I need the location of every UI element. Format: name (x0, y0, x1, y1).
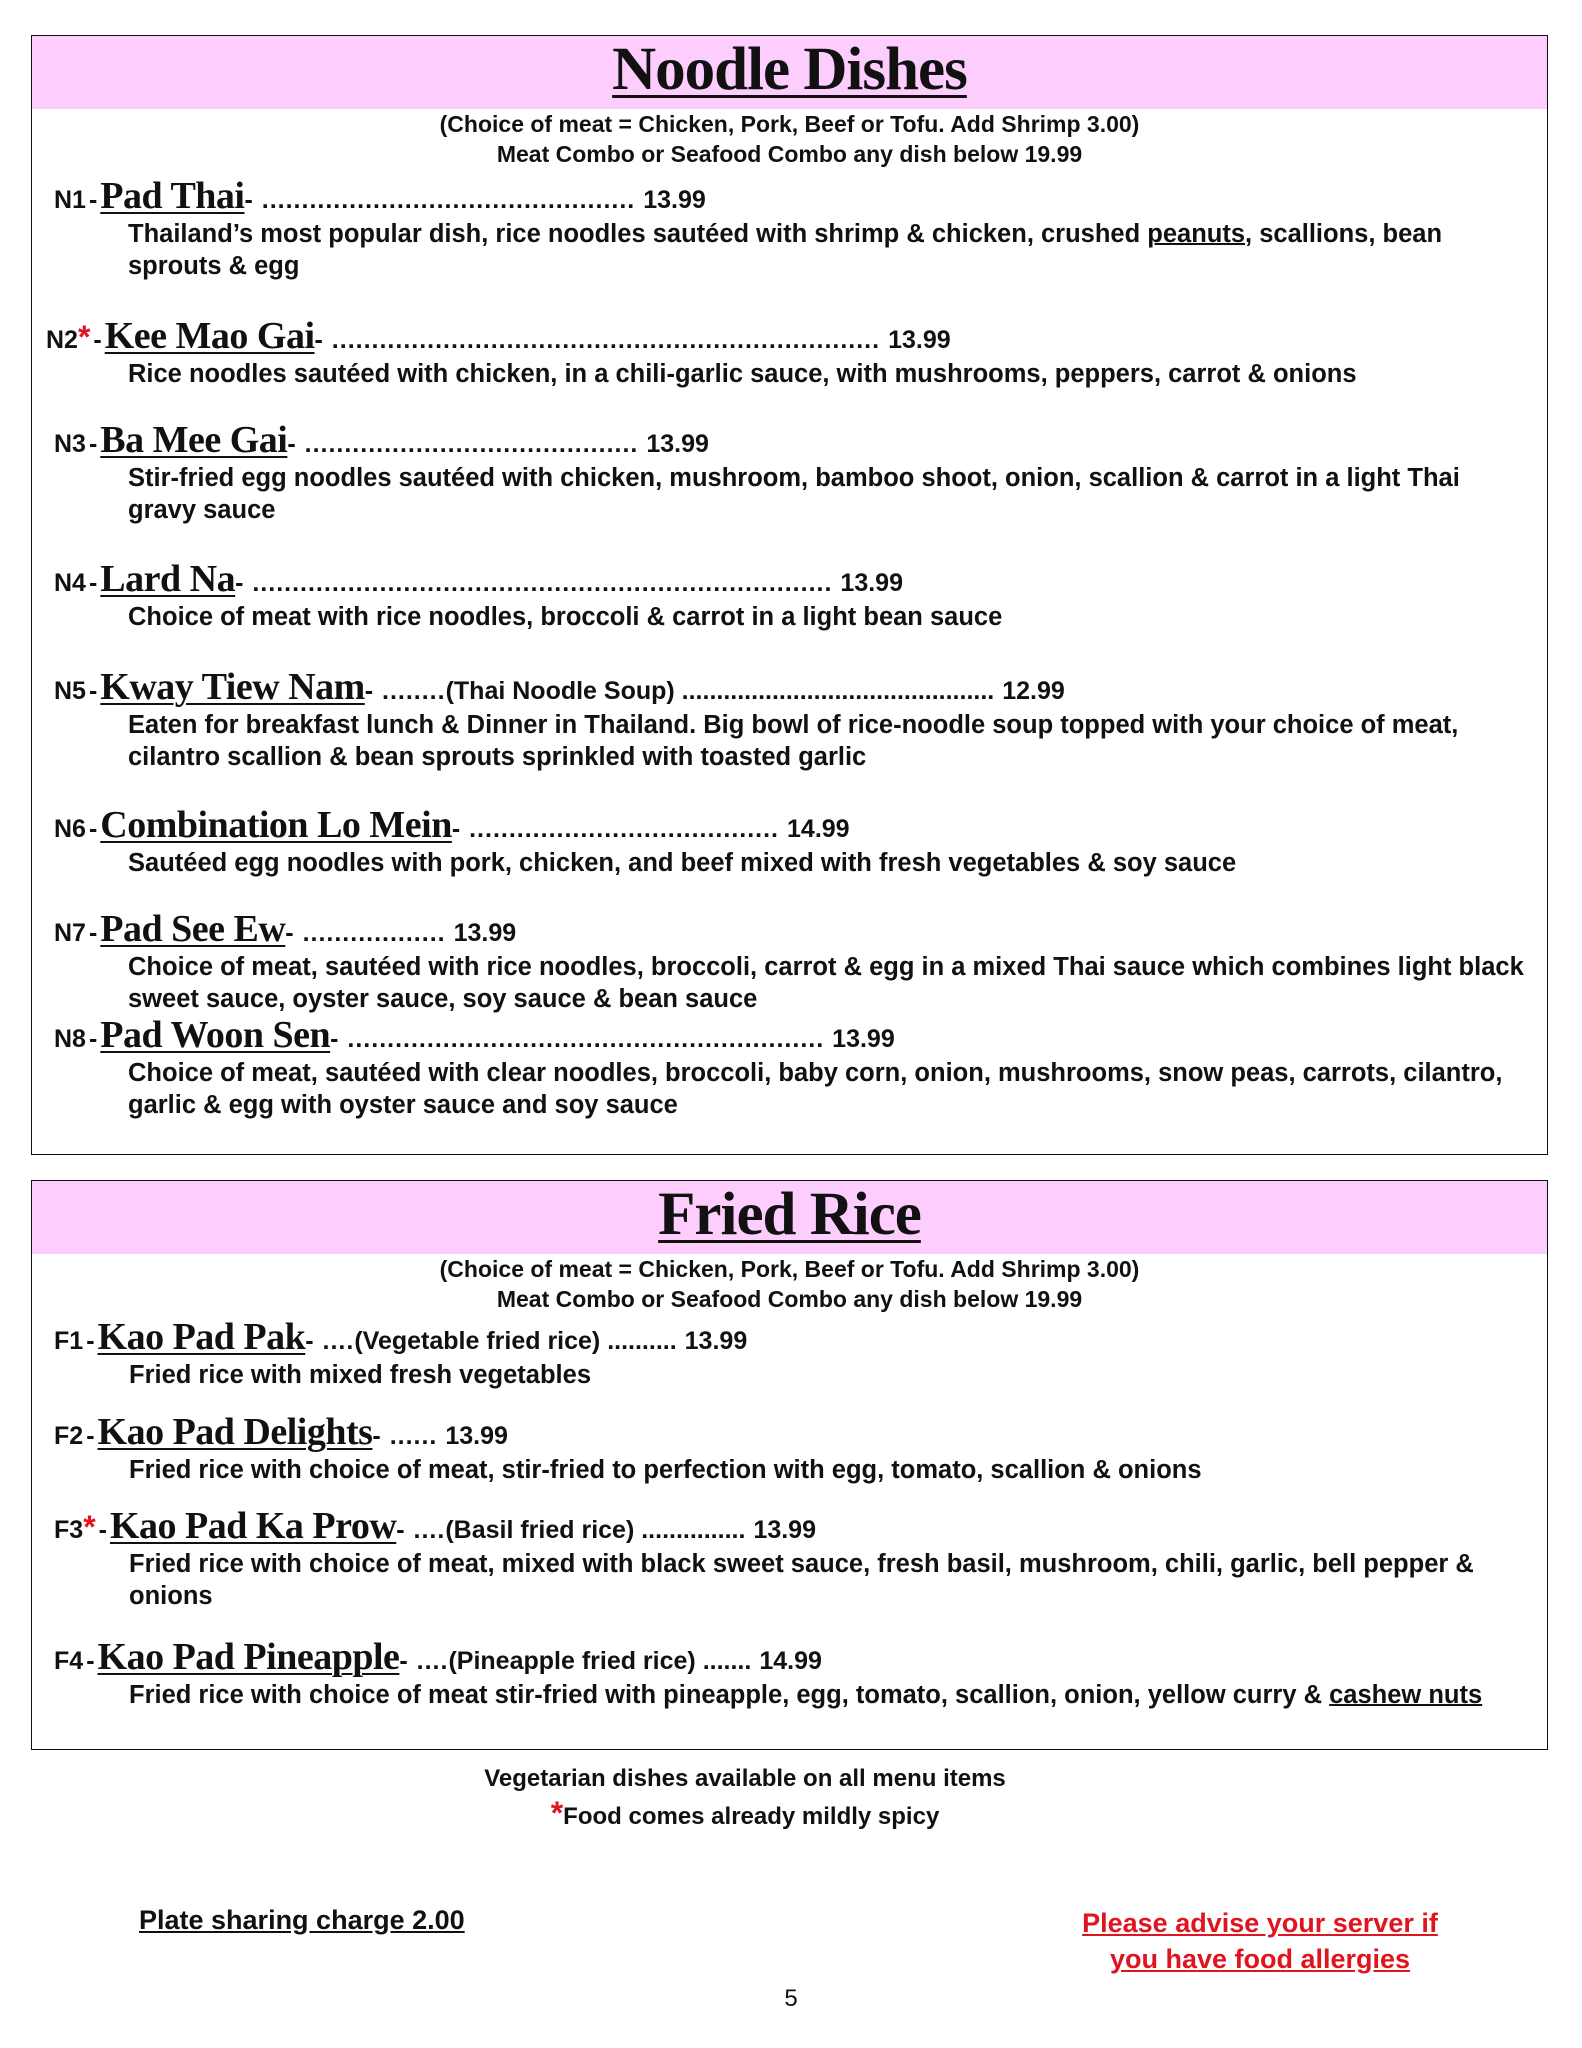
leader-dots: - ......................................................................... (235, 569, 833, 597)
item-code: F2 (54, 1422, 84, 1450)
menu-item (32, 174, 1547, 282)
menu-item (32, 665, 1547, 773)
description-text: Choice of meat with rice noodles, broccoli & carrot in a light bean sauce (128, 603, 1003, 631)
meat-choice-note: (Choice of meat = Chicken, Pork, Beef or Tofu. Add Shrimp 3.00) (439, 1256, 1140, 1282)
spicy-note (0, 1795, 1490, 1832)
dish-name: Combination Lo Mein (100, 804, 452, 846)
menu-item (32, 418, 1547, 526)
leader-dots: - ............................................... (244, 186, 636, 214)
price: 13.99 (684, 1327, 748, 1355)
item-code: N6 (54, 815, 86, 843)
separator: - (98, 1516, 107, 1544)
section-notes (32, 109, 1547, 169)
description-text: Sautéed egg noodles with pork, chicken, and beef mixed with fresh vegetables & soy sauce (128, 849, 1237, 877)
separator: - (88, 569, 98, 597)
separator: - (93, 326, 102, 354)
dish-name: Pad Woon Sen (100, 1014, 331, 1056)
description-text: Choice of meat, sautéed with rice noodles, broccoli, carrot & egg in a mixed Thai sauce which combines light black sweet sauce, oyster sauce, soy sauce & bean sauce (128, 953, 1524, 1013)
item-code: N5 (54, 677, 86, 705)
price: 13.99 (445, 1422, 508, 1450)
price: 13.99 (453, 919, 517, 947)
dish-subtitle: (Pineapple fried rice) ....... (448, 1647, 752, 1675)
price: 12.99 (1002, 677, 1065, 705)
item-code: N1 (54, 186, 86, 214)
menu-item-header (32, 907, 1547, 951)
menu-item (32, 314, 1547, 390)
menu-item (32, 557, 1547, 633)
item-code: F1 (54, 1327, 84, 1355)
menu-item-header (32, 1504, 1547, 1548)
dish-name: Ba Mee Gai (100, 419, 288, 461)
page-number: 5 (784, 1985, 798, 2012)
item-description (129, 1679, 1527, 1711)
menu-item-header (32, 557, 1547, 601)
description-text: Choice of meat, sautéed with clear noodles, broccoli, baby corn, onion, mushrooms, snow peas, carrots, cilantro, garlic & egg with oyster sauce and soy sauce (128, 1059, 1503, 1119)
dish-name: Kao Pad Ka Prow (109, 1505, 397, 1547)
menu-item-header (32, 174, 1547, 218)
separator: - (88, 919, 98, 947)
description-underlined: cashew nuts (1329, 1681, 1483, 1709)
menu-item-header (32, 314, 1547, 358)
combo-note: Meat Combo or Seafood Combo any dish below 19.99 (496, 141, 1083, 167)
leader-dots: - ....................................... (451, 815, 780, 843)
dish-subtitle: (Vegetable fried rice) .......... (354, 1327, 677, 1355)
menu-item-header (32, 1410, 1547, 1454)
leader-dots: - .................. (285, 919, 446, 947)
dish-name: Kway Tiew Nam (100, 666, 365, 708)
item-description (128, 709, 1527, 773)
item-code: N2 (46, 326, 78, 354)
allergy-line-1: Please advise your server if (1082, 1908, 1438, 1938)
noodle-dishes-section (31, 35, 1548, 1155)
description-text: Fried rice with choice of meat, mixed with black sweet sauce, fresh basil, mushroom, chili, garlic, bell pepper & onions (129, 1550, 1474, 1610)
item-code: N3 (54, 430, 86, 458)
description-text: Fried rice with mixed fresh vegetables (129, 1361, 592, 1389)
menu-item-header (32, 803, 1547, 847)
description-text: Stir-fried egg noodles sautéed with chicken, mushroom, bamboo shoot, onion, scallion & carrot in a light Thai gravy sauce (128, 464, 1460, 524)
leader-dots: - .... (399, 1647, 449, 1675)
item-code: N8 (54, 1025, 86, 1053)
dish-subtitle: (Thai Noodle Soup) ............................................. (445, 677, 995, 705)
allergy-notice (1010, 1905, 1510, 1977)
leader-dots: - ..................................................................... (314, 326, 881, 354)
item-description (128, 1057, 1527, 1121)
price: 14.99 (759, 1647, 822, 1675)
leader-dots: - .... (396, 1516, 446, 1544)
menu-item (32, 803, 1547, 879)
section-title: Noodle Dishes (612, 36, 967, 103)
separator: - (86, 1647, 95, 1675)
price: 13.99 (753, 1516, 816, 1544)
dish-name: Kee Mao Gai (104, 315, 315, 357)
menu-item (32, 1315, 1547, 1391)
item-description (129, 1548, 1527, 1612)
description-text-end: , scallions, bean sprouts & egg (128, 220, 1443, 280)
item-code: F4 (54, 1647, 84, 1675)
section-notes (32, 1254, 1547, 1314)
plate-sharing-note: Plate sharing charge 2.00 (139, 1905, 465, 1935)
section-header-band (32, 1181, 1547, 1254)
price: 13.99 (840, 569, 903, 597)
allergy-line-2: you have food allergies (1109, 1944, 1411, 1974)
leader-dots: - .... (305, 1327, 355, 1355)
price: 13.99 (832, 1025, 895, 1053)
vegetarian-note: Vegetarian dishes available on all menu items (484, 1765, 1006, 1792)
fried-rice-section (31, 1180, 1548, 1750)
dish-name: Pad Thai (100, 175, 245, 217)
separator: - (86, 1327, 95, 1355)
description-text: Eaten for breakfast lunch & Dinner in Thailand. Big bowl of rice-noodle soup topped with your choice of meat, cilantro scallion & bean sprouts sprinkled with toasted garlic (128, 711, 1459, 771)
item-description (129, 1454, 1527, 1486)
leader-dots: - .......................................... (287, 430, 639, 458)
menu-item (32, 1635, 1547, 1711)
item-description (129, 1359, 1527, 1391)
leader-dots: - ............................................................ (330, 1025, 825, 1053)
section-title: Fried Rice (658, 1181, 921, 1248)
leader-dots: - ...... (372, 1422, 438, 1450)
item-description (128, 218, 1527, 282)
separator: - (88, 677, 98, 705)
item-code: N4 (54, 569, 86, 597)
item-description (128, 462, 1527, 526)
dish-name: Pad See Ew (100, 908, 286, 950)
description-text: Thailand’s most popular dish, rice noodles sautéed with shrimp & chicken, crushed (128, 220, 1148, 248)
separator: - (88, 1025, 98, 1053)
menu-item (32, 1410, 1547, 1486)
item-description (128, 951, 1527, 1015)
combo-note: Meat Combo or Seafood Combo any dish below 19.99 (496, 1286, 1083, 1312)
menu-item-header (32, 1013, 1547, 1057)
menu-item-header (32, 1315, 1547, 1359)
item-code: F3 (54, 1516, 84, 1544)
description-text: Fried rice with choice of meat stir-fried with pineapple, egg, tomato, scallion, onion, yellow curry & (129, 1681, 1330, 1709)
item-description (128, 601, 1527, 633)
dish-name: Kao Pad Pak (97, 1316, 306, 1358)
menu-item (32, 907, 1547, 1015)
separator: - (88, 186, 98, 214)
price: 13.99 (646, 430, 709, 458)
description-text: Fried rice with choice of meat, stir-fried to perfection with egg, tomato, scallion & onions (129, 1456, 1202, 1484)
separator: - (86, 1422, 95, 1450)
menu-item-header (32, 665, 1547, 709)
dish-name: Lard Na (100, 558, 236, 600)
item-description (128, 358, 1527, 390)
dish-subtitle: (Basil fried rice) ............... (445, 1516, 746, 1544)
dish-name: Kao Pad Delights (97, 1411, 373, 1453)
separator: - (88, 815, 98, 843)
description-text: Rice noodles sautéed with chicken, in a chili-garlic sauce, with mushrooms, peppers, carrot & onions (128, 360, 1357, 388)
leader-dots: - ........ (364, 677, 446, 705)
item-description (128, 847, 1527, 879)
meat-choice-note: (Choice of meat = Chicken, Pork, Beef or Tofu. Add Shrimp 3.00) (439, 111, 1140, 137)
menu-item-header (32, 418, 1547, 462)
item-code: N7 (54, 919, 86, 947)
spicy-note-text: Food comes already mildly spicy (563, 1803, 940, 1830)
dish-name: Kao Pad Pineapple (97, 1636, 400, 1678)
separator: - (88, 430, 98, 458)
spicy-star-icon: * (83, 1509, 96, 1545)
section-header-band (32, 36, 1547, 109)
description-underlined: peanuts (1147, 220, 1246, 248)
price: 13.99 (888, 326, 951, 354)
spicy-star-icon: * (77, 319, 91, 355)
menu-item-header (32, 1635, 1547, 1679)
menu-item (32, 1504, 1547, 1612)
spicy-star-icon: * (550, 1795, 564, 1831)
price: 14.99 (787, 815, 850, 843)
menu-item (32, 1013, 1547, 1121)
price: 13.99 (643, 186, 706, 214)
